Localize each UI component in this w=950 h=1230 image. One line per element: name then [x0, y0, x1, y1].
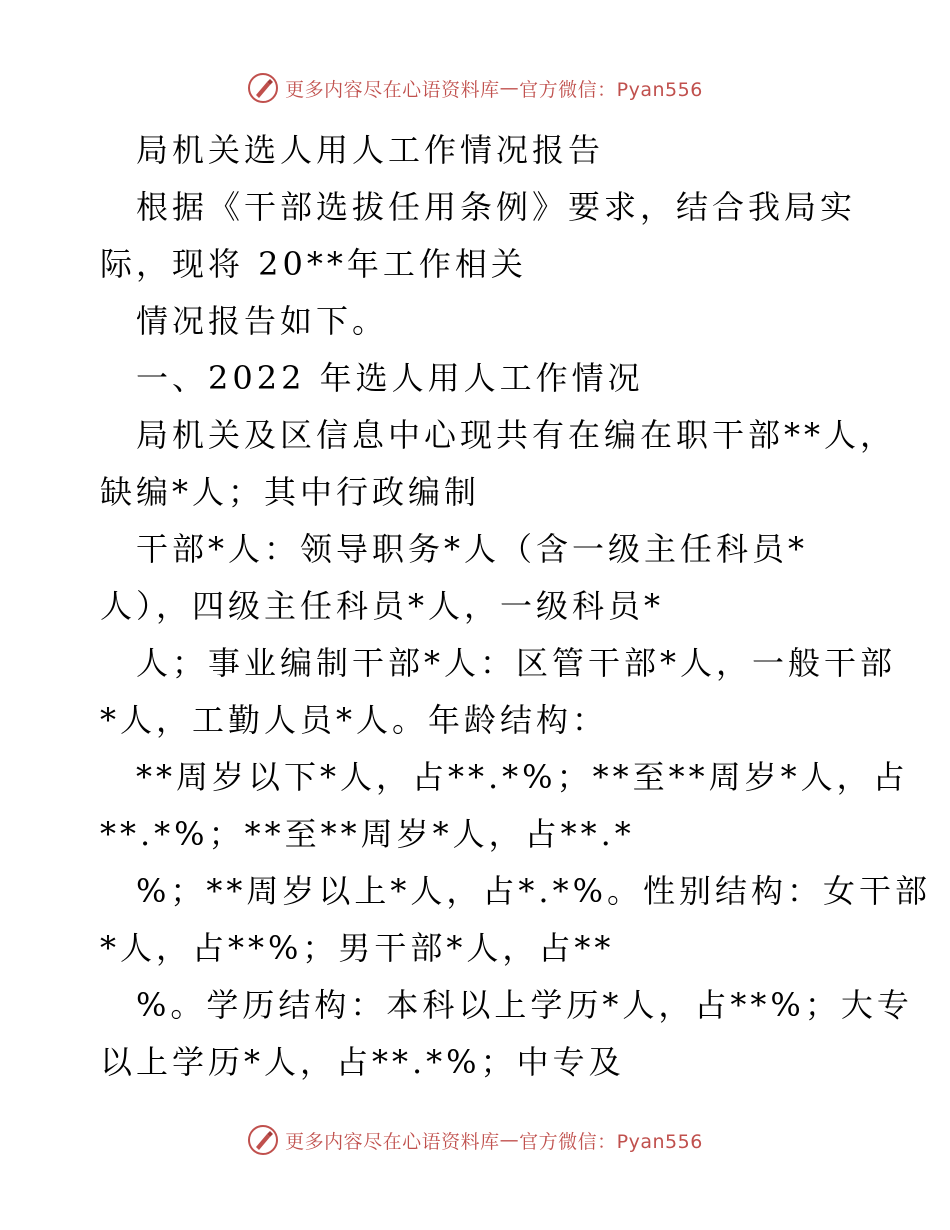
- watermark-separator: —: [499, 1129, 520, 1151]
- document-body: [100, 122, 931, 1091]
- section-heading: 一、2022 年选人用人工作情况: [136, 359, 644, 397]
- paragraph-line: 干部*人：领导职务*人（含一级主任科员*: [136, 530, 809, 568]
- watermark-wechat: 官方微信：Pyan556: [519, 78, 703, 101]
- paragraph-line: 人），四级主任科员*人，一级科员*: [100, 587, 665, 625]
- footer-watermark: [0, 1124, 950, 1156]
- header-watermark: [0, 72, 950, 104]
- pen-logo-icon: [247, 72, 279, 104]
- watermark-wechat: 官方微信：Pyan556: [519, 1130, 703, 1153]
- pen-logo-icon: [247, 1124, 279, 1156]
- paragraph-line: 缺编*人；其中行政编制: [100, 473, 481, 511]
- paragraph-line: 以上学历*人，占**.*%；中专及: [100, 1043, 625, 1081]
- paragraph-line: *人，工勤人员*人。年龄结构：: [100, 701, 609, 739]
- paragraph-line: %；**周岁以上*人，占*.*%。性别结构：女干部: [136, 872, 931, 910]
- paragraph-line: *人，占**%；男干部*人，占**: [100, 929, 615, 967]
- paragraph-line: %。学历结构：本科以上学历*人，占**%；大专: [136, 986, 913, 1024]
- document-title: 局机关选人用人工作情况报告: [136, 131, 605, 169]
- paragraph-line: 际，现将 20**年工作相关: [100, 245, 527, 283]
- paragraph-line: 局机关及区信息中心现共有在编在职干部**人，: [136, 416, 897, 454]
- watermark-separator: —: [499, 77, 520, 99]
- paragraph-line: 情况报告如下。: [136, 302, 389, 340]
- paragraph-line: **周岁以下*人，占**.*%；**至**周岁*人，占: [136, 758, 909, 796]
- watermark-text: 更多内容尽在心语资料库: [285, 78, 500, 101]
- paragraph-line: **.*%；**至**周岁*人，占**.*: [100, 815, 635, 853]
- paragraph-line: 人；事业编制干部*人：区管干部*人，一般干部: [136, 644, 897, 682]
- paragraph-line: 根据《干部选拔任用条例》要求，结合我局实: [136, 188, 857, 226]
- watermark-text: 更多内容尽在心语资料库: [285, 1130, 500, 1153]
